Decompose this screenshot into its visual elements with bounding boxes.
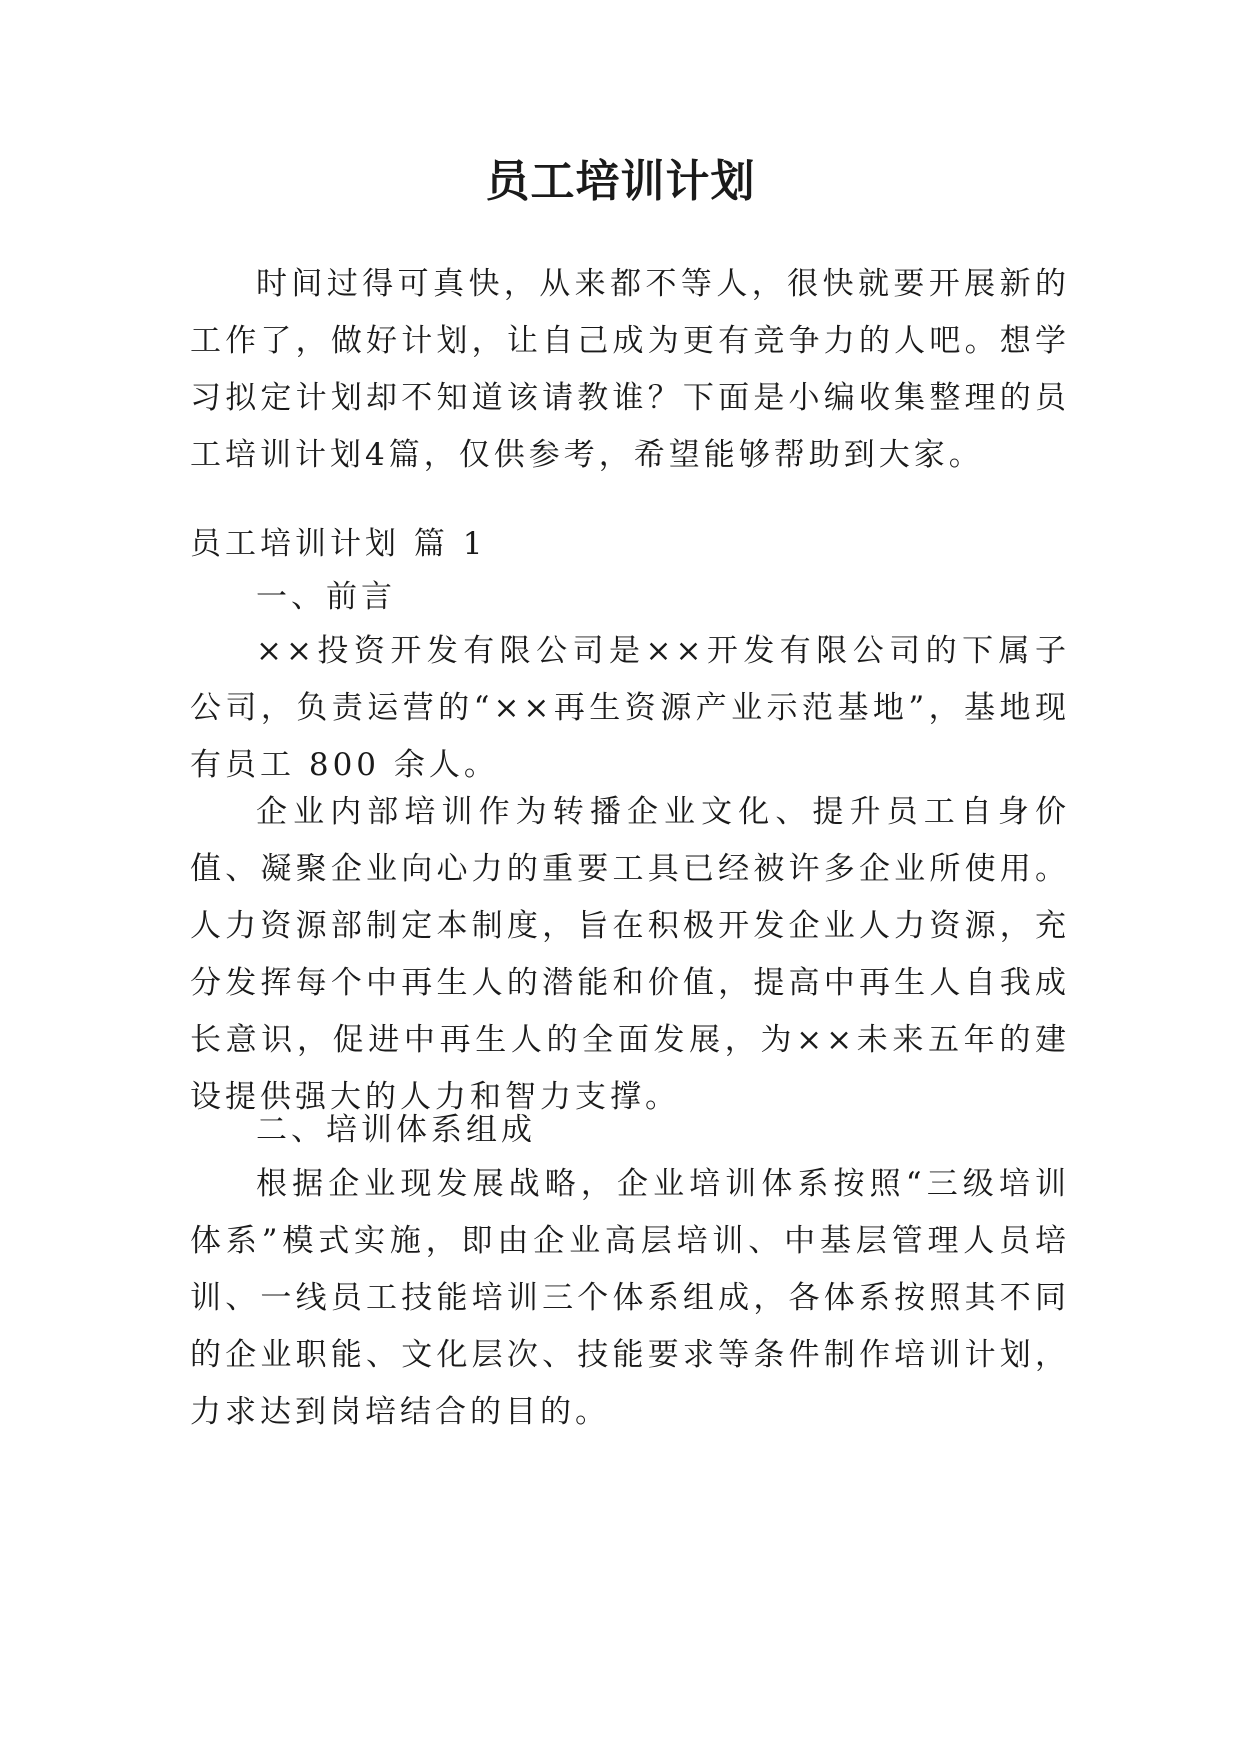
section-heading-preface: 一、前言 — [256, 579, 396, 615]
section-heading-training-system: 二、培训体系组成 — [256, 1112, 536, 1148]
training-system-paragraph: 根据企业现发展战略，企业培训体系按照“三级培训体系”模式实施，即由企业高层培训、中基层管理人员培训、一线员工技能培训三个体系组成，各体系按照其不同的企业职能、文化层次、技能要求等条件制作培训计划，力求达到岗培结合的目的。 — [190, 1166, 1070, 1430]
article-heading: 员工培训计划 篇 1 — [190, 526, 487, 562]
intro-paragraph: 时间过得可真快，从来都不等人，很快就要开展新的工作了，做好计划，让自己成为更有竞争力的人吧。想学习拟定计划却不知道该请教谁？下面是小编收集整理的员工培训计划4篇，仅供参考，希望能够帮助到大家。 — [190, 266, 1070, 473]
preface-paragraph-2: 企业内部培训作为转播企业文化、提升员工自身价值、凝聚企业向心力的重要工具已经被许多企业所使用。人力资源部制定本制度，旨在积极开发企业人力资源，充分发挥每个中再生人的潜能和价值，提高中再生人自我成长意识，促进中再生人的全面发展，为××未来五年的建设提供强大的人力和智力支撑。 — [190, 794, 1070, 1115]
preface-paragraph-1: ××投资开发有限公司是××开发有限公司的下属子公司，负责运营的“××再生资源产业示范基地”，基地现有员工 800 余人。 — [190, 633, 1070, 783]
document-title: 员工培训计划 — [485, 156, 756, 207]
